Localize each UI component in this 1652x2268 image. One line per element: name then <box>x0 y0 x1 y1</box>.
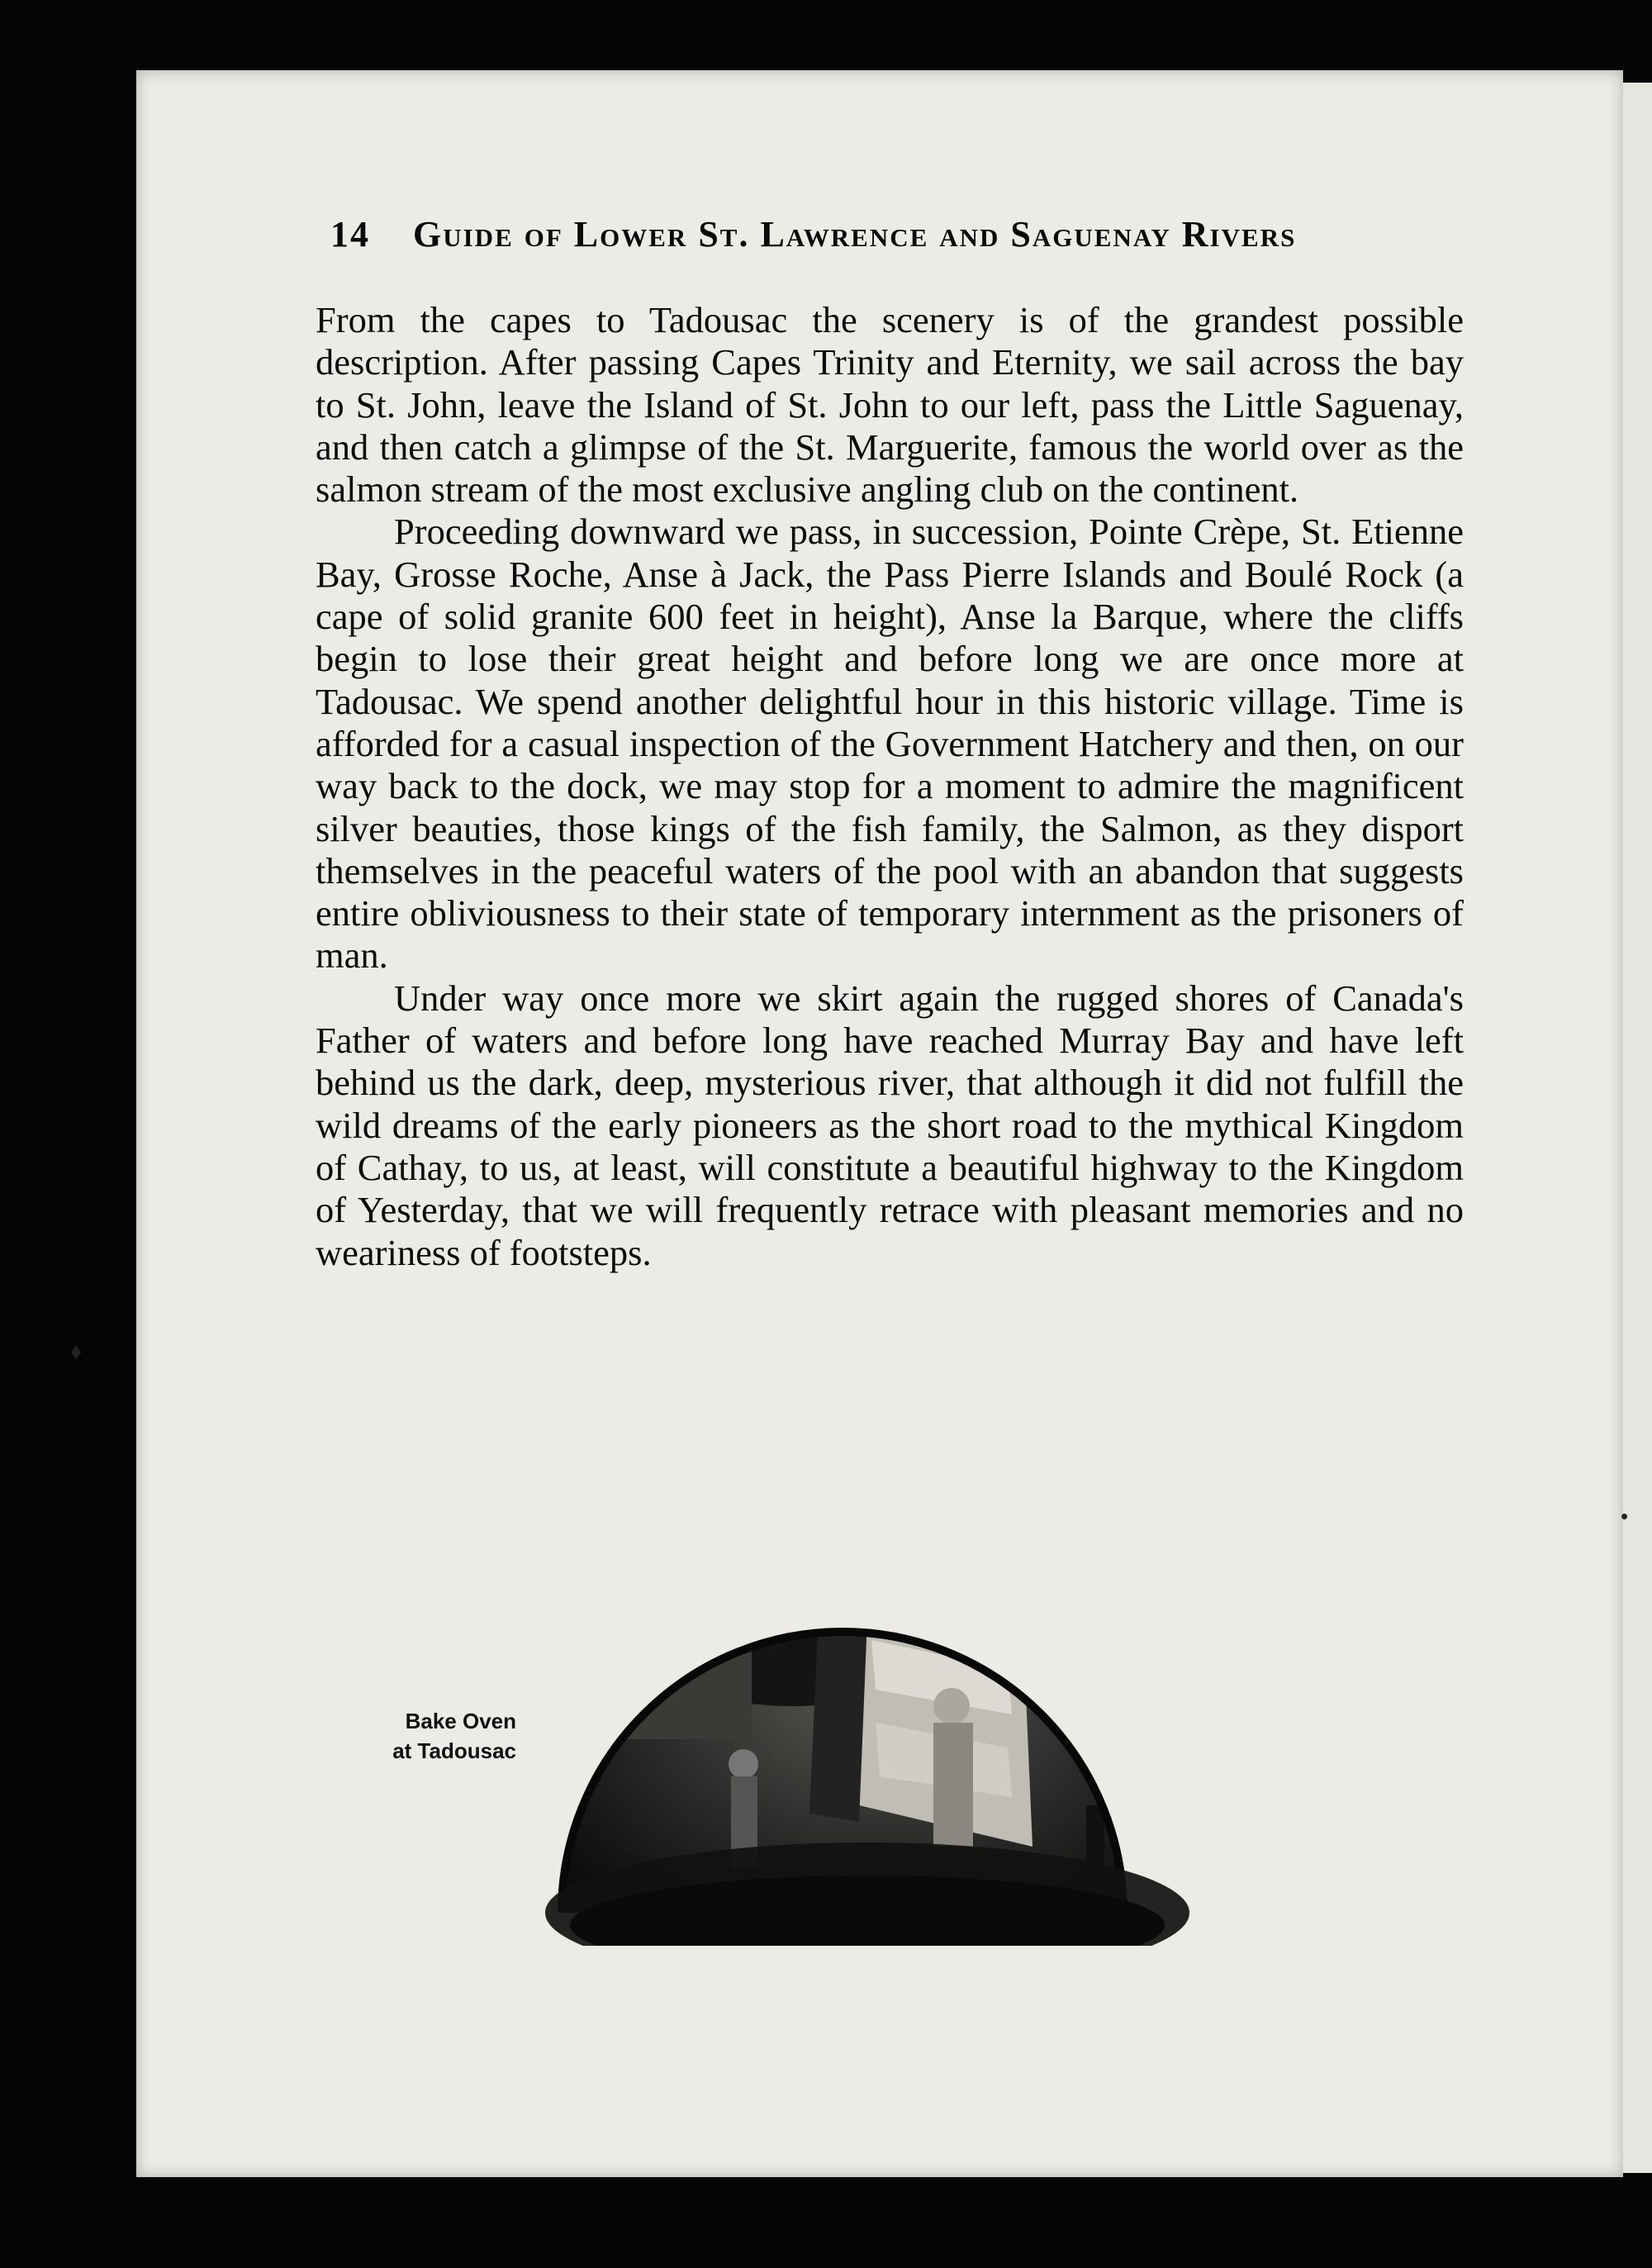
page-header <box>330 213 1388 271</box>
paragraph-2: Proceeding downward we pass, in succession, Pointe Crèpe, St. Etienne Bay, Grosse Roche, Anse à Jack, the Pass Pierre Islands and Boulé Rock (a cape of solid granite 600 feet in height), Anse la Barque, where the cliffs begin to lose their great height and before long we are once more at Tadousac. We spend another delightful hour in this historic village. Time is afforded for a casual inspection of the Government Hatchery and then, on our way back to the dock, we may stop for a moment to admire the magnificent silver beauties, those kings of the fish family, the Salmon, as they disport themselves in the peaceful waters of the pool with an abandon that suggests entire obliviousness to their state of temporary internment as the prisoners of man. <box>316 511 1464 977</box>
paragraph-1: From the capes to Tadousac the scenery is of the grandest possible description. After passing Capes Trinity and Eternity, we sail across the bay to St. John, leave the Island of St. John to our left, pass the Little Saguenay, and then catch a glimpse of the St. Marguerite, famous the world over as the salmon stream of the most exclusive angling club on the continent. <box>316 299 1464 511</box>
left-margin-mark: ♦ <box>70 1338 83 1364</box>
body-text <box>316 299 1464 1274</box>
caption-line-1: Bake Oven <box>405 1709 516 1733</box>
page-number: 14 <box>330 214 370 254</box>
right-margin-mark: • <box>1621 1504 1629 1529</box>
paragraph-3: Under way once more we skirt again the rugged shores of Canada's Father of waters and before long have reached Murray Bay and have left behind us the dark, deep, mysterious river, that although it did not fulfill the wild dreams of the early pioneers as the short road to the mythical Kingdom of Cathay, to us, at least, will constitute a beautiful highway to the Kingdom of Yesterday, that we will frequently retrace with pleasant memories and no weariness of footsteps. <box>316 977 1464 1273</box>
bake-oven-photo <box>545 1450 1206 1946</box>
figure-caption <box>326 1706 516 1766</box>
running-title: Guide of Lower St. Lawrence and Saguenay Rivers <box>413 214 1297 254</box>
caption-line-2: at Tadousac <box>392 1738 516 1763</box>
